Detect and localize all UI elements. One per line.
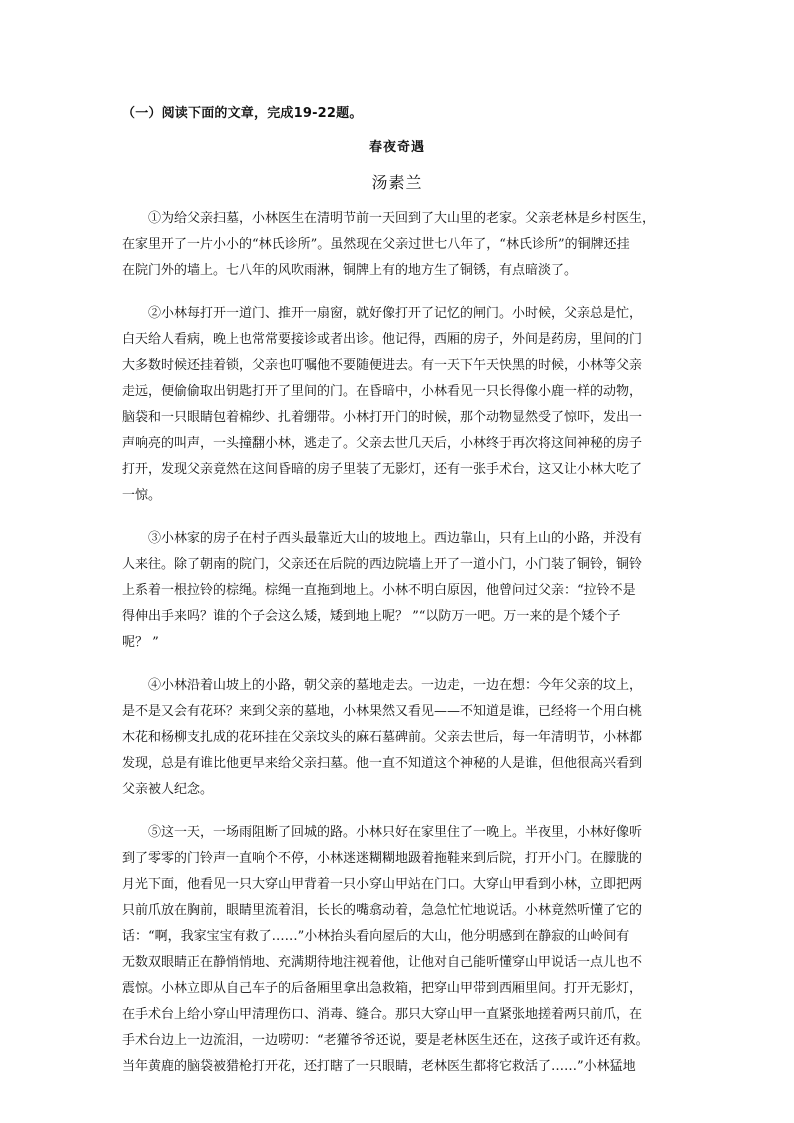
paragraph-line: ②小林每打开一道门、推开一扇窗，就好像打开了记忆的闸门。小时候，父亲总是忙， [148, 306, 643, 321]
paragraph-line: 打开，发现父亲竟然在这间昏暗的房子里装了无影灯，还有一张手术台，这又让小林大吃了 [122, 462, 643, 477]
paragraph-line: 月光下面，他看见一只大穿山甲背着一只小穿山甲站在门口。大穿山甲看到小林，立即把两 [122, 877, 643, 892]
paragraph-2 [122, 301, 682, 509]
paragraph-line: 呢？ ” [122, 635, 159, 650]
paragraph-line: 只前爪放在胸前，眼睛里流着泪，长长的嘴翕动着，急急忙忙地说话。小林竟然听懂了它的 [122, 903, 643, 918]
paragraph-line: ③小林家的房子在村子西头最靠近大山的坡地上。西边靠山，只有上山的小路，并没有 [148, 531, 643, 546]
paragraph-line: 在家里开了一片小小的“林氏诊所”。虽然现在父亲过世七八年了，“林氏诊所”的铜牌还挂 [122, 237, 630, 252]
paragraph-line: 在手术台上给小穿山甲清理伤口、消毒、缝合。那只大穿山甲一直紧张地搓着两只前爪，在 [122, 1007, 643, 1022]
paragraph-line: 在院门外的墙上。七八年的风吹雨淋，铜牌上有的地方生了铜锈，有点暗淡了。 [122, 263, 578, 278]
article-title: 春夜奇遇 [368, 140, 425, 155]
paragraph-line: 无数双眼睛正在静悄悄地、充满期待地注视着他，让他对自己能听懂穿山甲说话一点儿也不 [122, 955, 643, 970]
paragraph-line: 声响亮的叫声，一头撞翻小林，逃走了。父亲去世几天后，小林终于再次将这间神秘的房子 [122, 436, 643, 451]
paragraph-line: 话：“啊，我家宝宝有救了……”小林抬头看向屋后的大山，他分明感到在静寂的山岭间有 [122, 929, 630, 944]
paragraph-line: 父亲被人纪念。 [122, 782, 214, 797]
paragraph-line: 木花和杨柳支扎成的花环挂在父亲坟头的麻石墓碑前。父亲去世后，每一年清明节，小林都 [122, 730, 643, 745]
paragraph-line: 当年黄鹿的脑袋被猎枪打开花，还打瞎了一只眼睛，老林医生都将它救活了……”小林猛地 [122, 1059, 636, 1074]
paragraph-line: ⑤这一天，一场雨阻断了回城的路。小林只好在家里住了一晚上。半夜里，小林好像听 [148, 825, 643, 840]
paragraph-line: ①为给父亲扫墓，小林医生在清明节前一天回到了大山里的老家。父亲老林是乡村医生， [148, 211, 656, 226]
paragraph-line: 到了零零的门铃声一直响个不停，小林迷迷糊糊地趿着拖鞋来到后院，打开小门。在朦胧的 [122, 851, 643, 866]
paragraph-4 [122, 673, 682, 803]
paragraph-line: 白天给人看病，晚上也常常要接诊或者出诊。他记得，西厢的房子，外间是药房，里间的门 [122, 332, 643, 347]
paragraph-line: 震惊。小林立即从自己车子的后备厢里拿出急救箱，把穿山甲带到西厢里间。打开无影灯， [122, 981, 643, 996]
paragraph-line: 是不是又会有花环？来到父亲的墓地，小林果然又看见——不知道是谁，已经将一个用白桃 [122, 704, 643, 719]
paragraph-5 [122, 820, 682, 1080]
paragraph-line: 人来往。除了朝南的院门，父亲还在后院的西边院墙上开了一道小门，小门装了铜铃，铜铃 [122, 557, 643, 572]
paragraph-line: 手术台边上一边流泪，一边唠叨：“老獾爷爷还说，要是老林医生还在，这孩子或许还有救。 [122, 1033, 649, 1048]
paragraph-3 [122, 526, 682, 656]
paragraph-1 [122, 206, 682, 284]
paragraph-line: 上系着一根拉铃的棕绳。棕绳一直拖到地上。小林不明白原因，他曾问过父亲：“拉铃不是 [122, 583, 636, 598]
paragraph-line: 脑袋和一只眼睛包着棉纱、扎着绷带。小林打开门的时候，那个动物显然受了惊吓，发出一 [122, 410, 643, 425]
paragraph-line: 得伸出手来吗？谁的个子会这么矮，矮到地上呢？ ”“以防万一吧。万一来的是个矮个子 [122, 609, 621, 624]
reading-instruction: （一）阅读下面的文章，完成19-22题。 [122, 106, 363, 121]
article-body [122, 206, 682, 1097]
paragraph-line: 走远，便偷偷取出钥匙打开了里间的门。在昏暗中，小林看见一只长得像小鹿一样的动物， [122, 384, 643, 399]
article-author: 汤素兰 [371, 173, 423, 192]
paragraph-line: 一惊。 [122, 488, 162, 503]
paragraph-line: 大多数时候还挂着锁，父亲也叮嘱他不要随便进去。有一天下午天快黑的时候，小林等父亲 [122, 358, 643, 373]
paragraph-line: ④小林沿着山坡上的小路，朝父亲的墓地走去。一边走，一边在想：今年父亲的坟上， [148, 678, 643, 693]
paragraph-line: 发现，总是有谁比他更早来给父亲扫墓。他一直不知道这个神秘的人是谁，但他很高兴看到 [122, 756, 643, 771]
